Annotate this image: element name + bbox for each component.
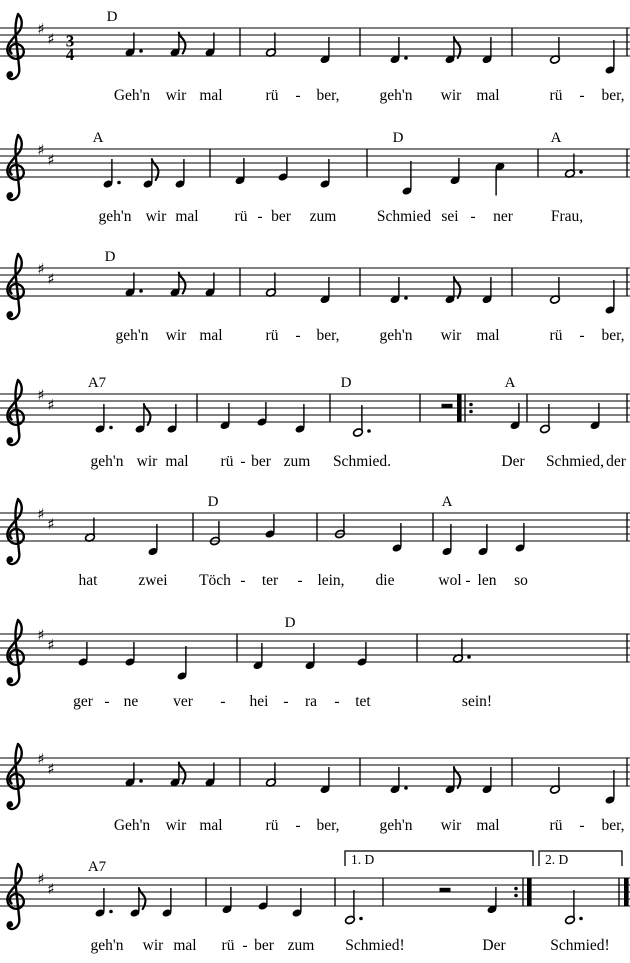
lyric-syllable: geh'n bbox=[379, 87, 413, 104]
lyric-syllable: Geh'n bbox=[113, 87, 151, 104]
key-signature-sharp-icon: ♯ bbox=[47, 151, 55, 170]
lyric-syllable: Schmied! bbox=[550, 937, 610, 954]
key-signature-sharp-icon: ♯ bbox=[47, 396, 55, 415]
lyric-syllable: wir bbox=[165, 87, 187, 104]
thick-barline bbox=[527, 878, 532, 906]
lyric-syllable: Schmied, bbox=[545, 453, 605, 470]
treble-clef-ball bbox=[8, 72, 13, 77]
lyric-syllable: ter bbox=[261, 572, 279, 589]
repeat-dot bbox=[469, 410, 473, 414]
chord-symbol: D bbox=[104, 249, 116, 265]
note bbox=[319, 37, 330, 64]
lyric-syllable: rü bbox=[549, 817, 563, 834]
chord-symbol: D bbox=[284, 615, 296, 631]
treble-clef-icon bbox=[7, 14, 23, 79]
note bbox=[124, 642, 135, 667]
lyric-syllable: Der bbox=[482, 937, 506, 954]
lyric-syllable: Geh'n bbox=[113, 817, 151, 834]
lyric-syllable: ver bbox=[173, 693, 193, 710]
lyric-syllable: Schmied bbox=[376, 208, 432, 225]
key-signature-sharp-icon: ♯ bbox=[47, 636, 55, 655]
lyric-syllable: wir bbox=[165, 327, 187, 344]
lyric-syllable: mal bbox=[199, 327, 223, 344]
note bbox=[549, 277, 560, 304]
lyric-syllable: wir bbox=[440, 327, 462, 344]
note bbox=[265, 33, 276, 58]
staff-system bbox=[0, 851, 630, 954]
thick-barline bbox=[457, 394, 462, 422]
note bbox=[304, 643, 315, 670]
note bbox=[219, 403, 230, 430]
lyric-syllable: lein, bbox=[317, 572, 345, 589]
volta-label: 2. D bbox=[545, 852, 569, 867]
lyric-hyphen: - bbox=[104, 693, 110, 710]
key-signature-sharp-icon: ♯ bbox=[47, 760, 55, 779]
note bbox=[256, 402, 267, 427]
time-signature-denominator: 4 bbox=[65, 45, 75, 64]
note bbox=[209, 521, 220, 546]
note bbox=[564, 154, 582, 179]
eighth-flag-icon bbox=[454, 767, 461, 788]
staff-system bbox=[0, 249, 630, 344]
time-signature-numerator: 3 bbox=[65, 31, 75, 51]
lyric-syllable: ra bbox=[304, 693, 318, 710]
lyric-syllable: mal bbox=[173, 937, 197, 954]
note bbox=[452, 639, 470, 664]
chord-symbol: A bbox=[504, 375, 516, 391]
lyric-syllable: zum bbox=[309, 208, 337, 225]
lyric-syllable: wir bbox=[136, 453, 158, 470]
lyric-syllable: rü bbox=[265, 817, 279, 834]
lyric-syllable: Schmied! bbox=[345, 937, 405, 954]
staff-system bbox=[0, 9, 630, 104]
note bbox=[124, 33, 142, 58]
lyric-syllable: mal bbox=[476, 817, 500, 834]
note bbox=[84, 518, 95, 543]
note bbox=[549, 767, 560, 794]
eighth-flag-icon bbox=[454, 37, 461, 58]
lyric-syllable: mal bbox=[175, 208, 199, 225]
lyric-syllable: ber, bbox=[316, 817, 340, 834]
note bbox=[509, 403, 520, 430]
staff-system bbox=[0, 744, 630, 834]
staff-system bbox=[0, 615, 630, 710]
note bbox=[176, 646, 187, 681]
treble-clef-icon bbox=[7, 499, 23, 564]
lyric-syllable: ber, bbox=[601, 817, 625, 834]
lyric-syllable: wir bbox=[165, 817, 187, 834]
lyric-syllable: zum bbox=[283, 453, 311, 470]
repeat-dot bbox=[514, 894, 518, 898]
note bbox=[169, 33, 185, 58]
treble-clef-icon bbox=[7, 620, 23, 685]
note bbox=[319, 767, 330, 794]
note bbox=[604, 40, 615, 75]
chord-symbol: A bbox=[92, 130, 104, 146]
note bbox=[344, 890, 362, 925]
lyric-syllable: geh'n bbox=[90, 453, 124, 470]
treble-clef-ball bbox=[8, 678, 13, 683]
augmentation-dot bbox=[579, 170, 583, 174]
lyric-syllable: geh'n bbox=[90, 937, 124, 954]
note bbox=[147, 524, 158, 556]
key-signature-sharp-icon: ♯ bbox=[37, 626, 45, 645]
lyric-syllable: rü bbox=[549, 327, 563, 344]
note bbox=[204, 33, 215, 58]
note bbox=[444, 277, 460, 304]
lyric-syllable: hat bbox=[78, 572, 98, 589]
lyric-hyphen: - bbox=[334, 693, 340, 710]
treble-clef-icon bbox=[7, 864, 23, 929]
note bbox=[334, 514, 345, 539]
note bbox=[401, 161, 412, 196]
note bbox=[441, 524, 452, 556]
augmentation-dot bbox=[467, 655, 471, 659]
augmentation-dot bbox=[109, 426, 113, 430]
lyric-syllable: der bbox=[606, 453, 626, 470]
lyric-syllable: wir bbox=[145, 208, 167, 225]
lyric-syllable: len bbox=[477, 572, 497, 589]
note bbox=[449, 158, 460, 185]
note bbox=[204, 763, 215, 788]
chord-symbol: D bbox=[106, 9, 118, 25]
lyric-syllable: rü bbox=[265, 327, 279, 344]
lyric-syllable: so bbox=[514, 572, 528, 589]
chord-symbol: A bbox=[441, 494, 453, 510]
augmentation-dot bbox=[139, 289, 143, 293]
lyric-syllable: geh'n bbox=[115, 327, 149, 344]
thick-barline bbox=[624, 878, 629, 906]
lyric-hyphen: - bbox=[297, 572, 303, 589]
chord-symbol: A bbox=[550, 130, 562, 146]
lyric-syllable: tet bbox=[355, 693, 371, 710]
note bbox=[257, 886, 268, 911]
note bbox=[494, 162, 505, 196]
lyric-hyphen: - bbox=[295, 87, 301, 104]
augmentation-dot bbox=[367, 429, 371, 433]
lyric-syllable: zum bbox=[287, 937, 315, 954]
chord-symbol: A7 bbox=[87, 859, 107, 875]
note bbox=[604, 770, 615, 805]
note bbox=[444, 37, 460, 64]
treble-clef-icon bbox=[7, 744, 23, 809]
lyric-syllable: ber, bbox=[316, 327, 340, 344]
eighth-flag-icon bbox=[179, 763, 186, 784]
treble-clef-ball bbox=[8, 557, 13, 562]
note bbox=[204, 273, 215, 298]
lyric-hyphen: - bbox=[220, 693, 226, 710]
lyric-syllable: die bbox=[375, 572, 395, 589]
key-signature-sharp-icon: ♯ bbox=[47, 30, 55, 49]
key-signature-sharp-icon: ♯ bbox=[47, 515, 55, 534]
note bbox=[486, 887, 497, 914]
augmentation-dot bbox=[404, 786, 408, 790]
note bbox=[264, 514, 275, 539]
lyric-hyphen: - bbox=[295, 817, 301, 834]
lyric-syllable: sein! bbox=[461, 693, 493, 710]
key-signature-sharp-icon: ♯ bbox=[37, 20, 45, 39]
note bbox=[124, 763, 142, 788]
treble-clef-ball bbox=[8, 193, 13, 198]
note bbox=[77, 642, 88, 667]
lyric-syllable: ber bbox=[251, 453, 271, 470]
lyric-hyphen: - bbox=[465, 572, 471, 589]
note bbox=[389, 277, 407, 304]
note bbox=[169, 273, 185, 298]
lyric-hyphen: - bbox=[242, 937, 248, 954]
chord-symbol: A7 bbox=[87, 375, 107, 391]
augmentation-dot bbox=[109, 910, 113, 914]
lyric-syllable: mal bbox=[199, 817, 223, 834]
note bbox=[124, 273, 142, 298]
note bbox=[389, 37, 407, 64]
lyric-hyphen: - bbox=[295, 327, 301, 344]
augmentation-dot bbox=[359, 917, 363, 921]
note bbox=[564, 890, 582, 925]
note bbox=[589, 403, 600, 430]
lyric-syllable: ber, bbox=[601, 87, 625, 104]
note bbox=[265, 273, 276, 298]
eighth-flag-icon bbox=[454, 277, 461, 298]
treble-clef-icon bbox=[7, 380, 23, 445]
note bbox=[481, 767, 492, 794]
lyric-syllable: ne bbox=[123, 693, 139, 710]
repeat-dot bbox=[514, 887, 518, 891]
lyric-syllable: mal bbox=[476, 327, 500, 344]
note bbox=[252, 643, 263, 670]
lyric-syllable: ger bbox=[73, 693, 93, 710]
lyric-syllable: geh'n bbox=[379, 327, 413, 344]
lyric-syllable: ber, bbox=[316, 87, 340, 104]
chord-symbol: D bbox=[392, 130, 404, 146]
lyric-syllable: Töch bbox=[199, 572, 231, 589]
augmentation-dot bbox=[117, 181, 121, 185]
lyric-syllable: Schmied. bbox=[332, 453, 392, 470]
lyric-syllable: rü bbox=[234, 208, 248, 225]
half-rest bbox=[442, 404, 453, 408]
volta-label: 1. D bbox=[351, 852, 375, 867]
eighth-flag-icon bbox=[179, 273, 186, 294]
treble-clef-ball bbox=[8, 438, 13, 443]
lyric-hyphen: - bbox=[579, 327, 585, 344]
note bbox=[319, 277, 330, 304]
key-signature-sharp-icon: ♯ bbox=[37, 870, 45, 889]
staff-system bbox=[0, 130, 630, 225]
note bbox=[277, 157, 288, 182]
lyric-hyphen: - bbox=[470, 208, 476, 225]
chord-symbol: D bbox=[207, 494, 219, 510]
augmentation-dot bbox=[404, 56, 408, 60]
lyric-hyphen: - bbox=[240, 572, 246, 589]
augmentation-dot bbox=[139, 779, 143, 783]
eighth-flag-icon bbox=[179, 33, 186, 54]
lyric-syllable: hei bbox=[249, 693, 269, 710]
staff-system bbox=[0, 375, 630, 470]
lyric-syllable: mal bbox=[199, 87, 223, 104]
lyric-syllable: mal bbox=[476, 87, 500, 104]
lyric-syllable: ber bbox=[271, 208, 291, 225]
key-signature-sharp-icon: ♯ bbox=[37, 386, 45, 405]
note bbox=[549, 37, 560, 64]
treble-clef-ball bbox=[8, 922, 13, 927]
key-signature-sharp-icon: ♯ bbox=[47, 270, 55, 289]
treble-clef-icon bbox=[7, 254, 23, 319]
lyric-syllable: rü bbox=[265, 87, 279, 104]
lyric-syllable: Frau, bbox=[550, 208, 584, 225]
lyric-syllable: ner bbox=[493, 208, 513, 225]
lyric-syllable: sei bbox=[441, 208, 459, 225]
chord-symbol: D bbox=[340, 375, 352, 391]
lyric-syllable: ber bbox=[254, 937, 274, 954]
note bbox=[169, 763, 185, 788]
note bbox=[352, 405, 370, 437]
treble-clef-ball bbox=[8, 312, 13, 317]
key-signature-sharp-icon: ♯ bbox=[37, 141, 45, 160]
note bbox=[234, 158, 245, 185]
staff-system bbox=[0, 494, 630, 589]
lyric-hyphen: - bbox=[257, 208, 263, 225]
note bbox=[481, 37, 492, 64]
note bbox=[221, 887, 232, 914]
lyric-syllable: mal bbox=[165, 453, 189, 470]
lyric-syllable: geh'n bbox=[379, 817, 413, 834]
augmentation-dot bbox=[139, 49, 143, 53]
lyric-syllable: Der bbox=[501, 453, 525, 470]
lyric-syllable: rü bbox=[221, 937, 235, 954]
note bbox=[481, 277, 492, 304]
lyric-syllable: geh'n bbox=[98, 208, 132, 225]
key-signature-sharp-icon: ♯ bbox=[37, 750, 45, 769]
treble-clef-ball bbox=[8, 802, 13, 807]
note bbox=[389, 767, 407, 794]
half-rest bbox=[440, 888, 451, 892]
note bbox=[477, 524, 488, 556]
lyric-hyphen: - bbox=[283, 693, 289, 710]
key-signature-sharp-icon: ♯ bbox=[37, 260, 45, 279]
lyric-syllable: rü bbox=[549, 87, 563, 104]
note bbox=[444, 767, 460, 794]
augmentation-dot bbox=[579, 917, 583, 921]
lyric-hyphen: - bbox=[240, 453, 246, 470]
lyric-syllable: wol bbox=[438, 572, 462, 589]
note bbox=[356, 642, 367, 667]
note bbox=[604, 280, 615, 315]
repeat-dot bbox=[469, 403, 473, 407]
lyric-syllable: wir bbox=[142, 937, 164, 954]
lyric-hyphen: - bbox=[579, 87, 585, 104]
lyric-syllable: zwei bbox=[138, 572, 168, 589]
lyric-syllable: rü bbox=[220, 453, 234, 470]
key-signature-sharp-icon: ♯ bbox=[47, 880, 55, 899]
lyric-syllable: wir bbox=[440, 817, 462, 834]
treble-clef-icon bbox=[7, 135, 23, 200]
note bbox=[265, 763, 276, 788]
lyric-hyphen: - bbox=[579, 817, 585, 834]
key-signature-sharp-icon: ♯ bbox=[37, 505, 45, 524]
augmentation-dot bbox=[404, 296, 408, 300]
lyric-syllable: wir bbox=[440, 87, 462, 104]
lyric-syllable: ber, bbox=[601, 327, 625, 344]
